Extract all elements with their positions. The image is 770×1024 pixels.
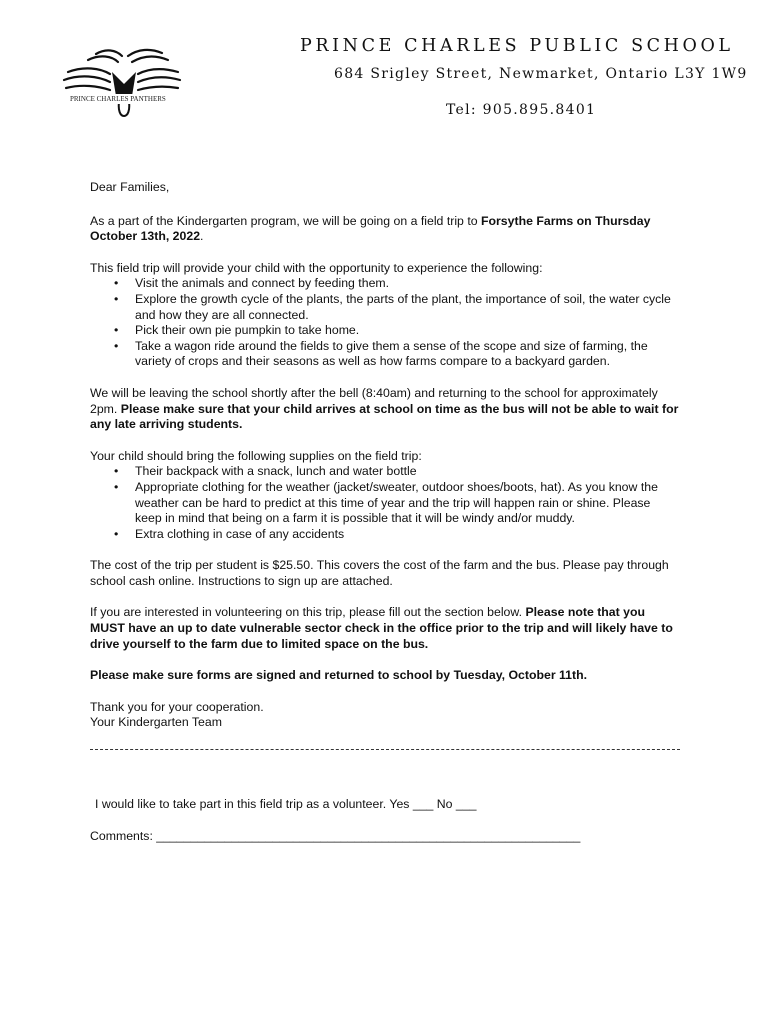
list-item: • Their backpack with a snack, lunch and water bottle xyxy=(135,464,680,480)
cut-line-divider xyxy=(90,749,680,750)
list-item: • Pick their own pie pumpkin to take home. xyxy=(135,323,680,339)
letter-body xyxy=(90,180,680,747)
closing-thanks: Thank you for your cooperation. xyxy=(90,699,264,714)
supplies-list xyxy=(90,464,680,542)
school-name: PRINCE CHARLES PUBLIC SCHOOL xyxy=(300,36,734,56)
list-item: • Visit the animals and connect by feeding them. xyxy=(135,276,680,292)
greeting: Dear Families, xyxy=(90,180,170,194)
trip-destination-date: Forsythe Farms on Thursday October 13th, 2022 xyxy=(90,213,651,244)
signature: Your Kindergarten Team xyxy=(90,715,222,730)
form-deadline: Please make sure forms are signed and returned to school by Tuesday, October 11th. xyxy=(90,668,588,683)
volunteer-yes-no-field[interactable]: I would like to take part in this field trip as a volunteer. Yes ___ No ___ xyxy=(95,797,477,811)
supplies-intro: Your child should bring the following supplies on the field trip: xyxy=(90,448,422,463)
list-item: • Explore the growth cycle of the plants, the parts of the plant, the importance of soil, the water cycle and how they are all connected. xyxy=(135,292,680,323)
experience-intro: This field trip will provide your child with the opportunity to experience the following: xyxy=(90,260,543,275)
paragraph-deadline xyxy=(90,668,680,684)
paragraph-trip-announcement: As a part of the Kindergarten program, we will be going on a field trip to Forsythe Farms on Thursday October 13th, 2022. xyxy=(90,213,651,244)
paragraph-schedule: We will be leaving the school shortly after the bell (8:40am) and returning to the school for approximately 2pm. Please make sure that your child arrives at school on time as the bus will not be able to wait for any late arriving students. xyxy=(90,385,679,432)
comments-field[interactable]: Comments: ______________________________________________________________ xyxy=(90,829,581,843)
school-address: 684 Srigley Street, Newmarket, Ontario L3Y 1W9 xyxy=(334,66,748,82)
school-phone: Tel: 905.895.8401 xyxy=(446,102,597,118)
punctuality-notice: Please make sure that your child arrives at school on time as the bus will not be able to wait for any late arriving students. xyxy=(90,401,679,432)
experience-list xyxy=(90,276,680,370)
closing xyxy=(90,700,680,731)
paragraph-volunteer-info: If you are interested in volunteering on this trip, please fill out the section below. Please note that you MUST have an up to date vulnerable sector check in the office prior to the trip and will likely have to drive yourself to the farm due to limited space on the bus. xyxy=(90,605,673,651)
logo-caption: PRINCE CHARLES PANTHERS xyxy=(70,95,166,103)
vulnerable-sector-notice: Please note that you MUST have an up to date vulnerable sector check in the office prior to the trip and will likely have to drive yourself to the farm due to limited space on the bus. xyxy=(90,605,673,651)
paragraph-cost: The cost of the trip per student is $25.50. This covers the cost of the farm and the bus. Please pay through school cash online. Instructions to sign up are attached. xyxy=(90,558,669,588)
list-item: • Appropriate clothing for the weather (jacket/sweater, outdoor shoes/boots, hat). As you know the weather can be hard to predict at this time of year and the trip will happen rain or shine. Please keep in mind that being on a farm it is possible that it will be windy and/or muddy. xyxy=(135,480,680,527)
list-item: • Extra clothing in case of any accidents xyxy=(135,527,680,543)
list-item: • Take a wagon ride around the fields to give them a sense of the scope and size of farming, the variety of crops and their seasons as well as how farms compare to a backyard garden. xyxy=(135,339,680,370)
panther-logo xyxy=(58,44,186,122)
